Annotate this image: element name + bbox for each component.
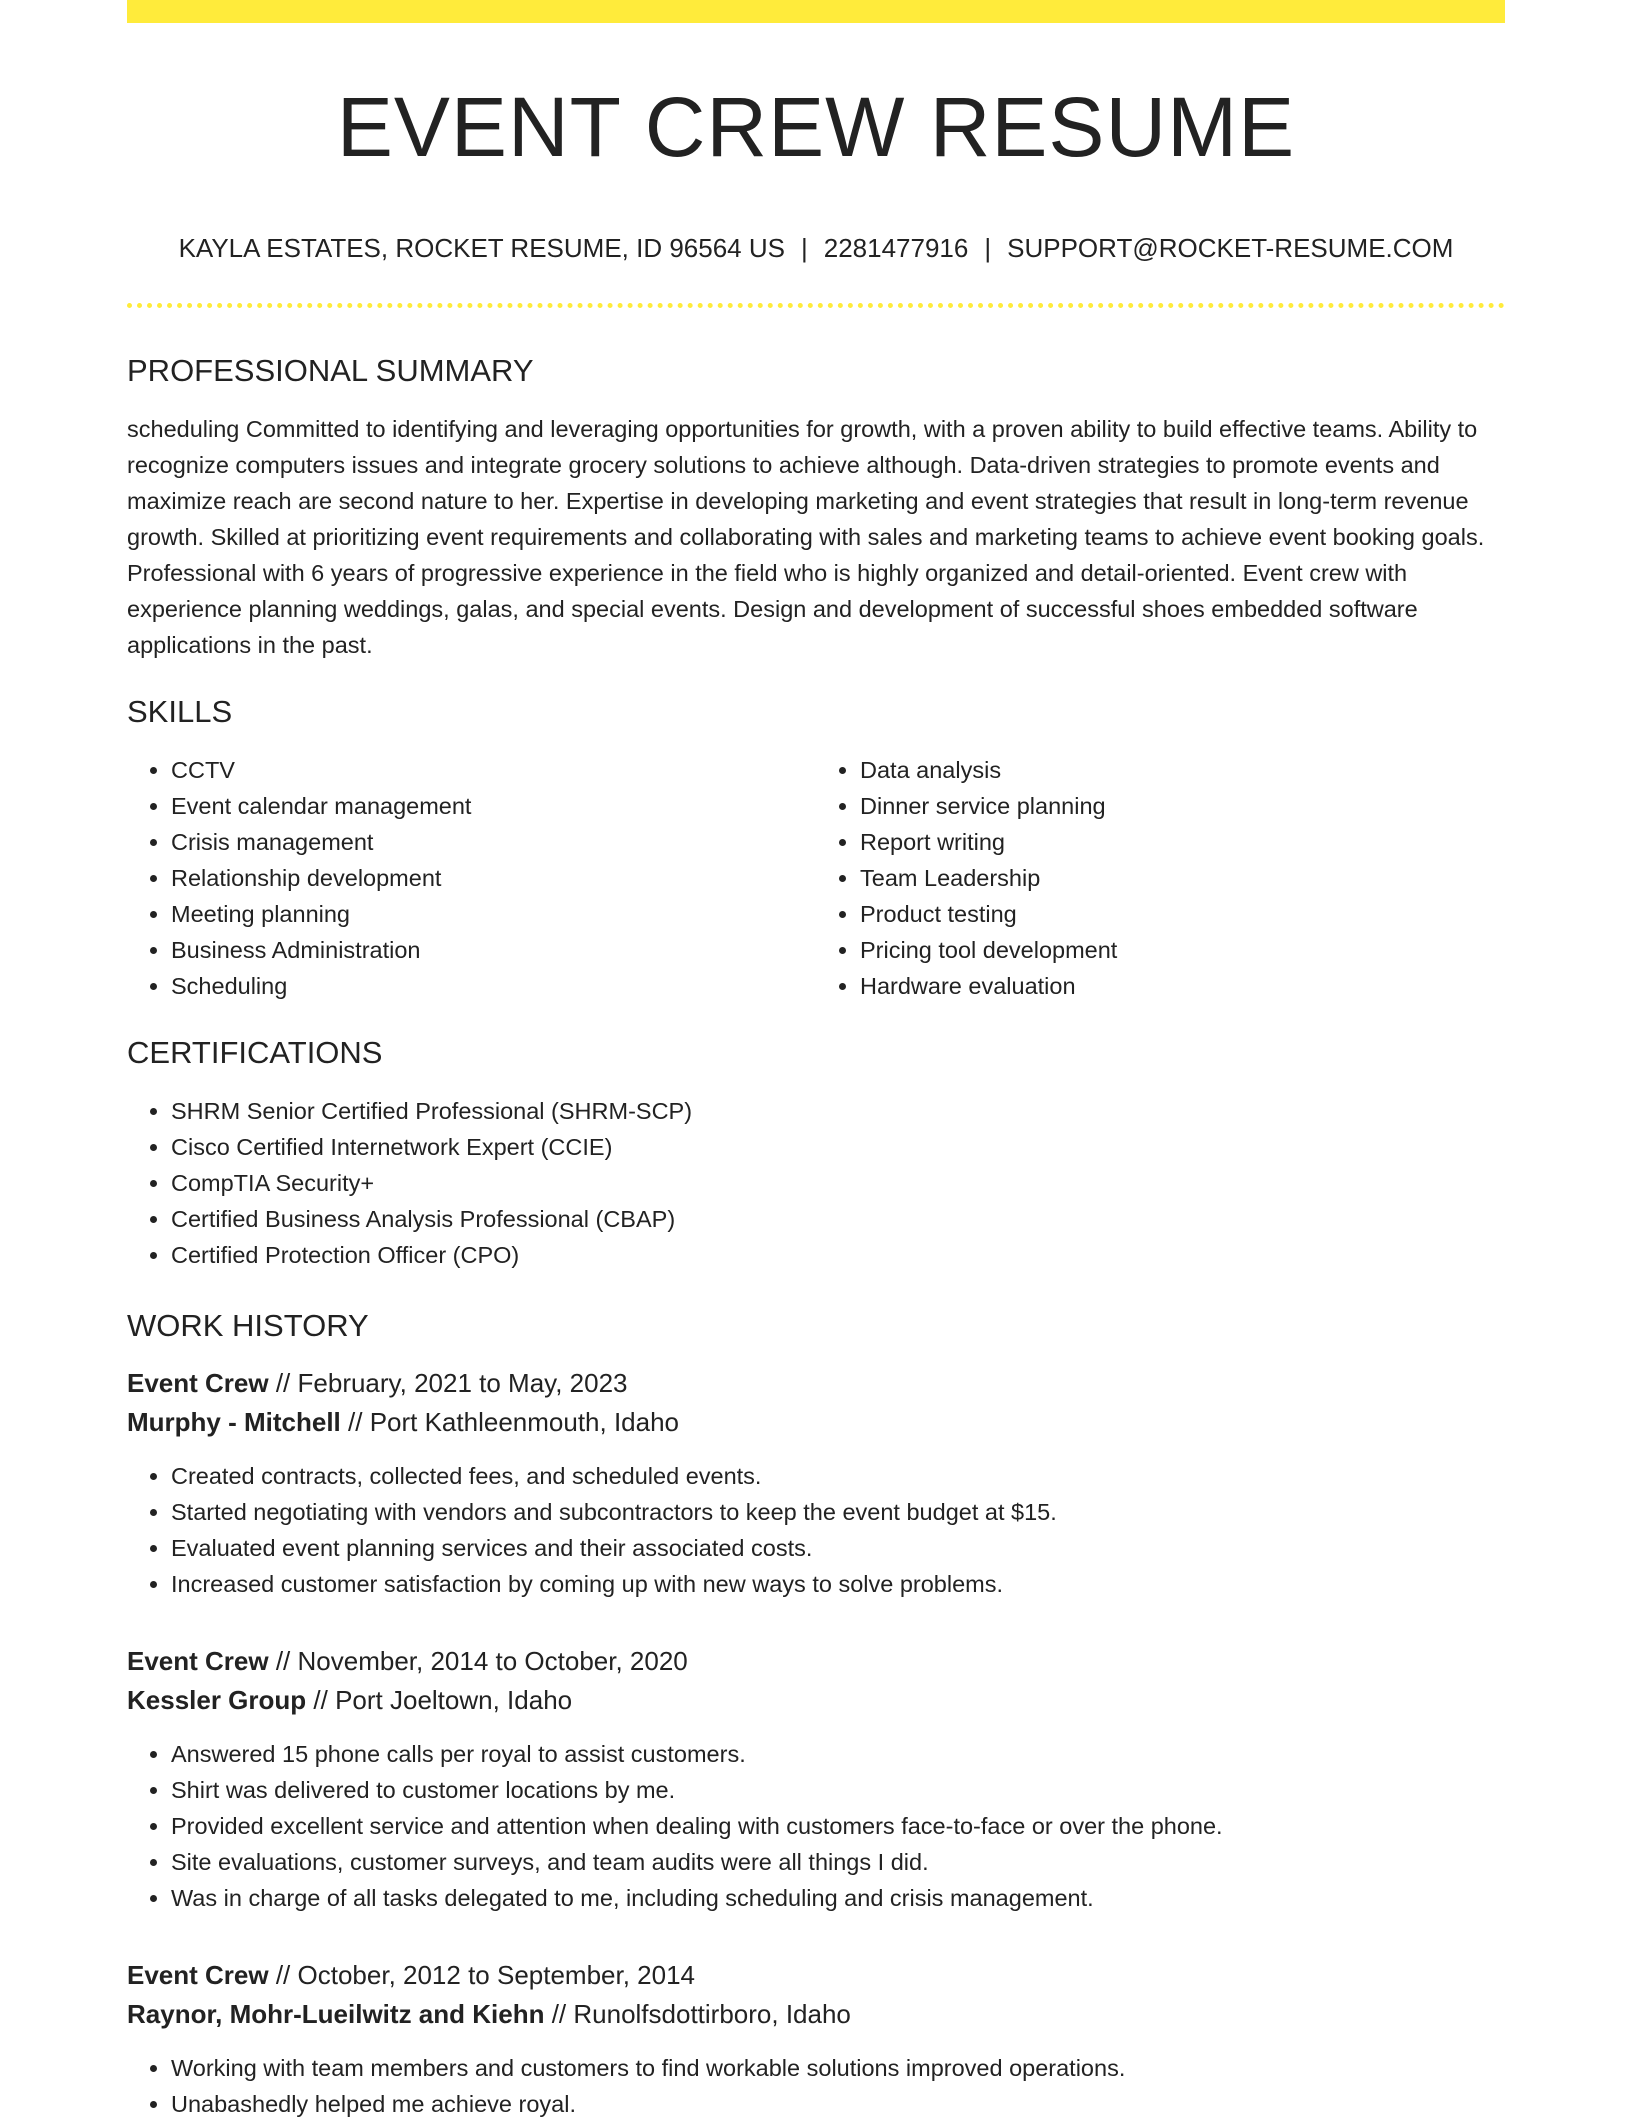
skill-item: • Product testing xyxy=(860,896,1505,932)
job-dates: November, 2014 to October, 2020 xyxy=(297,1646,688,1677)
job-entry xyxy=(127,1364,1505,1602)
job-location: Runolfsdottirboro, Idaho xyxy=(573,1999,851,2030)
skill-item: • Dinner service planning xyxy=(860,788,1505,824)
job-dates: February, 2021 to May, 2023 xyxy=(297,1368,628,1399)
job-bullet: • Created contracts, collected fees, and scheduled events. xyxy=(171,1458,1505,1494)
job-bullets xyxy=(127,1736,1505,1916)
contact-address: KAYLA ESTATES, ROCKET RESUME, ID 96564 US xyxy=(178,233,785,264)
job-separator: // xyxy=(268,1646,298,1677)
job-bullet: • Increased customer satisfaction by coming up with new ways to solve problems. xyxy=(171,1566,1505,1602)
skill-item: • Team Leadership xyxy=(860,860,1505,896)
job-bullet: • Site evaluations, customer surveys, and team audits were all things I did. xyxy=(171,1844,1505,1880)
job-dates: October, 2012 to September, 2014 xyxy=(297,1960,696,1991)
skills-list-left xyxy=(127,752,816,1004)
skills-columns xyxy=(127,730,1505,1004)
job-bullets xyxy=(127,2050,1505,2122)
job-title-line xyxy=(127,1642,1505,1681)
job-bullet: • Shirt was delivered to customer locations by me. xyxy=(171,1772,1505,1808)
contact-phone: 2281477916 xyxy=(823,233,969,264)
skill-item: • Scheduling xyxy=(171,968,816,1004)
job-company: Murphy - Mitchell xyxy=(127,1407,341,1438)
job-bullet: • Was in charge of all tasks delegated to me, including scheduling and crisis management. xyxy=(171,1880,1505,1916)
job-bullet: • Started negotiating with vendors and subcontractors to keep the event budget at $15. xyxy=(171,1494,1505,1530)
skill-item: • Report writing xyxy=(860,824,1505,860)
job-separator: // xyxy=(268,1960,298,1991)
skills-heading: SKILLS xyxy=(127,693,233,729)
job-company: Kessler Group xyxy=(127,1685,307,1716)
job-bullet: • Working with team members and customers to find workable solutions improved operations. xyxy=(171,2050,1505,2086)
dotted-divider xyxy=(127,303,1505,308)
contact-separator: | xyxy=(800,233,808,264)
job-company-line xyxy=(127,1995,1505,2034)
skill-item: • Event calendar management xyxy=(171,788,816,824)
skill-item: • Pricing tool development xyxy=(860,932,1505,968)
skill-item: • Meeting planning xyxy=(171,896,816,932)
summary-section xyxy=(127,352,1505,663)
summary-text: scheduling Committed to identifying and leveraging opportunities for growth, with a proven ability to build effective teams. Ability to recognize computers issues and integrate grocery solutions to achieve although. Data-driven strategies to promote events and maximize reach are second nature to her. Expertise in developing marketing and event strategies that result in long-term revenue growth. Skilled at prioritizing event requirements and collaborating with sales and marketing teams to achieve event booking goals. Professional with 6 years of progressive experience in the field who is highly organized and detail-oriented. Event crew with experience planning weddings, galas, and special events. Design and development of successful shoes embedded software applications in the past. xyxy=(127,415,1485,658)
resume-title: EVENT CREW RESUME xyxy=(336,80,1296,174)
skill-item: • CCTV xyxy=(171,752,816,788)
skill-item: • Crisis management xyxy=(171,824,816,860)
skill-item: • Data analysis xyxy=(860,752,1505,788)
job-title: Event Crew xyxy=(127,1960,269,1991)
certifications-heading: CERTIFICATIONS xyxy=(127,1034,383,1070)
job-separator: // xyxy=(544,1999,574,2030)
certification-item: • Cisco Certified Internetwork Expert (CCIE) xyxy=(171,1129,1505,1165)
skill-item: • Relationship development xyxy=(171,860,816,896)
job-title-line xyxy=(127,1956,1505,1995)
job-entry xyxy=(127,1956,1505,2122)
job-company-line xyxy=(127,1681,1505,1720)
certification-item: • Certified Business Analysis Professional (CBAP) xyxy=(171,1201,1505,1237)
job-bullet: • Evaluated event planning services and their associated costs. xyxy=(171,1530,1505,1566)
skill-item: • Business Administration xyxy=(171,932,816,968)
accent-top-bar xyxy=(127,0,1505,23)
job-title: Event Crew xyxy=(127,1646,269,1677)
contact-email: SUPPORT@ROCKET-RESUME.COM xyxy=(1007,233,1454,264)
skill-item: • Hardware evaluation xyxy=(860,968,1505,1004)
contact-line xyxy=(127,233,1505,264)
job-bullet: • Unabashedly helped me achieve royal. xyxy=(171,2086,1505,2122)
certifications-section xyxy=(127,1034,1505,1273)
job-entry xyxy=(127,1642,1505,1916)
work-history-section xyxy=(127,1307,1505,2122)
job-title-line xyxy=(127,1364,1505,1403)
job-bullet: • Answered 15 phone calls per royal to assist customers. xyxy=(171,1736,1505,1772)
job-bullets xyxy=(127,1458,1505,1602)
job-company-line xyxy=(127,1403,1505,1442)
job-bullet: • Provided excellent service and attention when dealing with customers face-to-face or over the phone. xyxy=(171,1808,1505,1844)
contact-separator: | xyxy=(984,233,992,264)
summary-heading: PROFESSIONAL SUMMARY xyxy=(127,352,534,388)
job-separator: // xyxy=(268,1368,298,1399)
job-separator: // xyxy=(340,1407,370,1438)
skills-list-right xyxy=(816,752,1505,1004)
work-history-heading: WORK HISTORY xyxy=(127,1308,369,1344)
resume-page xyxy=(127,0,1505,2122)
skills-section xyxy=(127,693,1505,1004)
certifications-list xyxy=(127,1093,1505,1273)
job-separator: // xyxy=(306,1685,336,1716)
job-company: Raynor, Mohr-Lueilwitz and Kiehn xyxy=(127,1999,545,2030)
certification-item: • SHRM Senior Certified Professional (SHRM-SCP) xyxy=(171,1093,1505,1129)
job-location: Port Kathleenmouth, Idaho xyxy=(369,1407,680,1438)
certification-item: • CompTIA Security+ xyxy=(171,1165,1505,1201)
job-title: Event Crew xyxy=(127,1368,269,1399)
certification-item: • Certified Protection Officer (CPO) xyxy=(171,1237,1505,1273)
job-location: Port Joeltown, Idaho xyxy=(335,1685,573,1716)
